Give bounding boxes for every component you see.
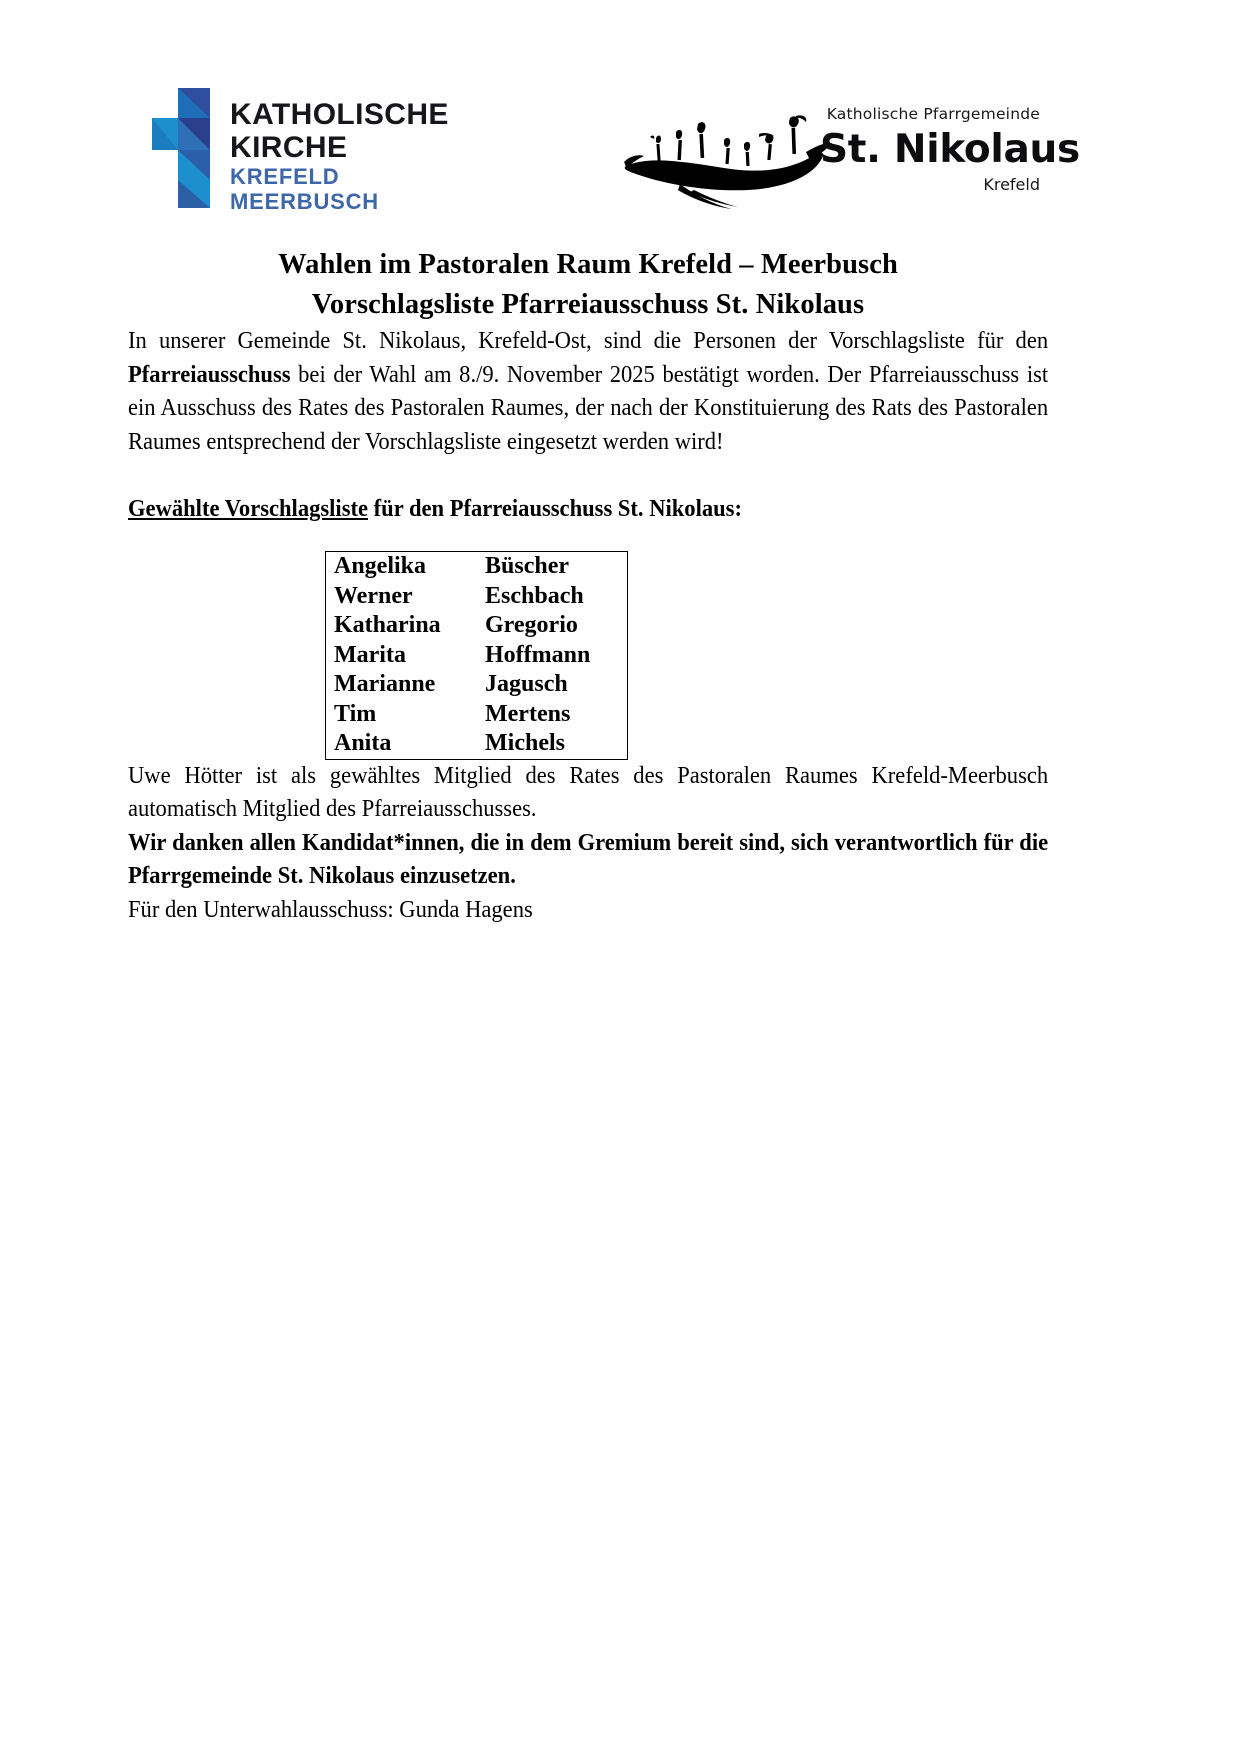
name-last: Jagusch	[485, 671, 568, 697]
table-row	[326, 729, 628, 759]
table-row	[326, 611, 628, 641]
name-last: Eschbach	[485, 582, 584, 609]
table-row	[326, 641, 628, 671]
name-first: Angelika	[334, 553, 427, 579]
st-nikolaus-logo	[620, 104, 1080, 214]
name-last: Mertens	[485, 700, 571, 727]
logo-line-meerbusch: MEERBUSCH	[230, 189, 379, 214]
document-body	[128, 245, 1048, 927]
name-last: Hoffmann	[485, 641, 591, 668]
page-title	[128, 245, 1048, 325]
name-first: Tim	[334, 700, 377, 727]
table-row	[326, 670, 628, 700]
logo-title-st-nikolaus: St. Nikolaus	[820, 127, 1080, 172]
name-last: Michels	[485, 730, 565, 756]
intro-paragraph	[128, 325, 1048, 459]
uwe-hoetter-paragraph: Uwe Hötter ist als gewähltes Mitglied des Rates des Pastoralen Raumes Krefeld-Meerbusch automatisch Mitglied des Pfarreiausschusses.	[128, 762, 1049, 822]
name-last: Büscher	[485, 553, 569, 579]
title-line-1: Wahlen im Pastoralen Raum Krefeld – Meerbusch	[278, 249, 898, 280]
name-first: Anita	[334, 730, 392, 756]
logo-line-krefeld: KREFELD	[230, 164, 340, 189]
name-first: Marianne	[334, 671, 436, 697]
table-row	[326, 552, 628, 582]
elected-names-table	[325, 551, 628, 760]
intro-text-part2: bei der Wahl am 8./9. November 2025 bestätigt worden. Der Pfarreiausschuss ist ein Ausschuss des Rates des Pastoralen Raumes, der nach der Konstituierung des Rats des Pastoralen Raumes entsprechend der Vorschlagsliste eingesetzt werden wird!	[128, 361, 1049, 455]
logo-line-kirche: KIRCHE	[230, 131, 348, 164]
logo-city-krefeld: Krefeld	[983, 175, 1040, 194]
st-nikolaus-wordmark	[820, 104, 1080, 195]
document-header	[0, 0, 1240, 230]
intro-bold-pfarreiausschuss: Pfarreiausschuss	[128, 361, 291, 388]
cross-icon	[152, 88, 216, 208]
table-row	[326, 700, 628, 730]
boat-with-figures-icon	[620, 112, 835, 210]
signature-line: Für den Unterwahlausschuss: Gunda Hagens	[128, 896, 533, 923]
name-last: Gregorio	[485, 612, 578, 638]
thanks-paragraph: Wir danken allen Kandidat*innen, die in dem Gremium bereit sind, sich verantwortlich für die Pfarrgemeinde St. Nikolaus einzusetzen.	[128, 829, 1049, 889]
intro-text-part1: In unserer Gemeinde St. Nikolaus, Krefeld-Ost, sind die Personen der Vorschlagsliste für den	[128, 328, 1049, 354]
katholische-kirche-logo	[152, 88, 449, 214]
logo-subtitle-pfarrgemeinde: Katholische Pfarrgemeinde	[826, 105, 1040, 123]
logo-line-katholische: KATHOLISCHE	[230, 98, 449, 131]
section-heading-rest: für den Pfarreiausschuss St. Nikolaus:	[368, 496, 742, 522]
section-heading	[128, 493, 1048, 526]
table-row	[326, 582, 628, 612]
section-heading-underlined: Gewählte Vorschlagsliste	[128, 496, 369, 522]
title-line-2: Vorschlagsliste Pfarreiausschuss St. Nikolaus	[311, 289, 865, 320]
name-first: Werner	[334, 582, 413, 609]
name-first: Katharina	[334, 612, 441, 638]
name-first: Marita	[334, 641, 406, 668]
names-table-body	[326, 552, 628, 760]
names-table-container	[128, 551, 1048, 760]
